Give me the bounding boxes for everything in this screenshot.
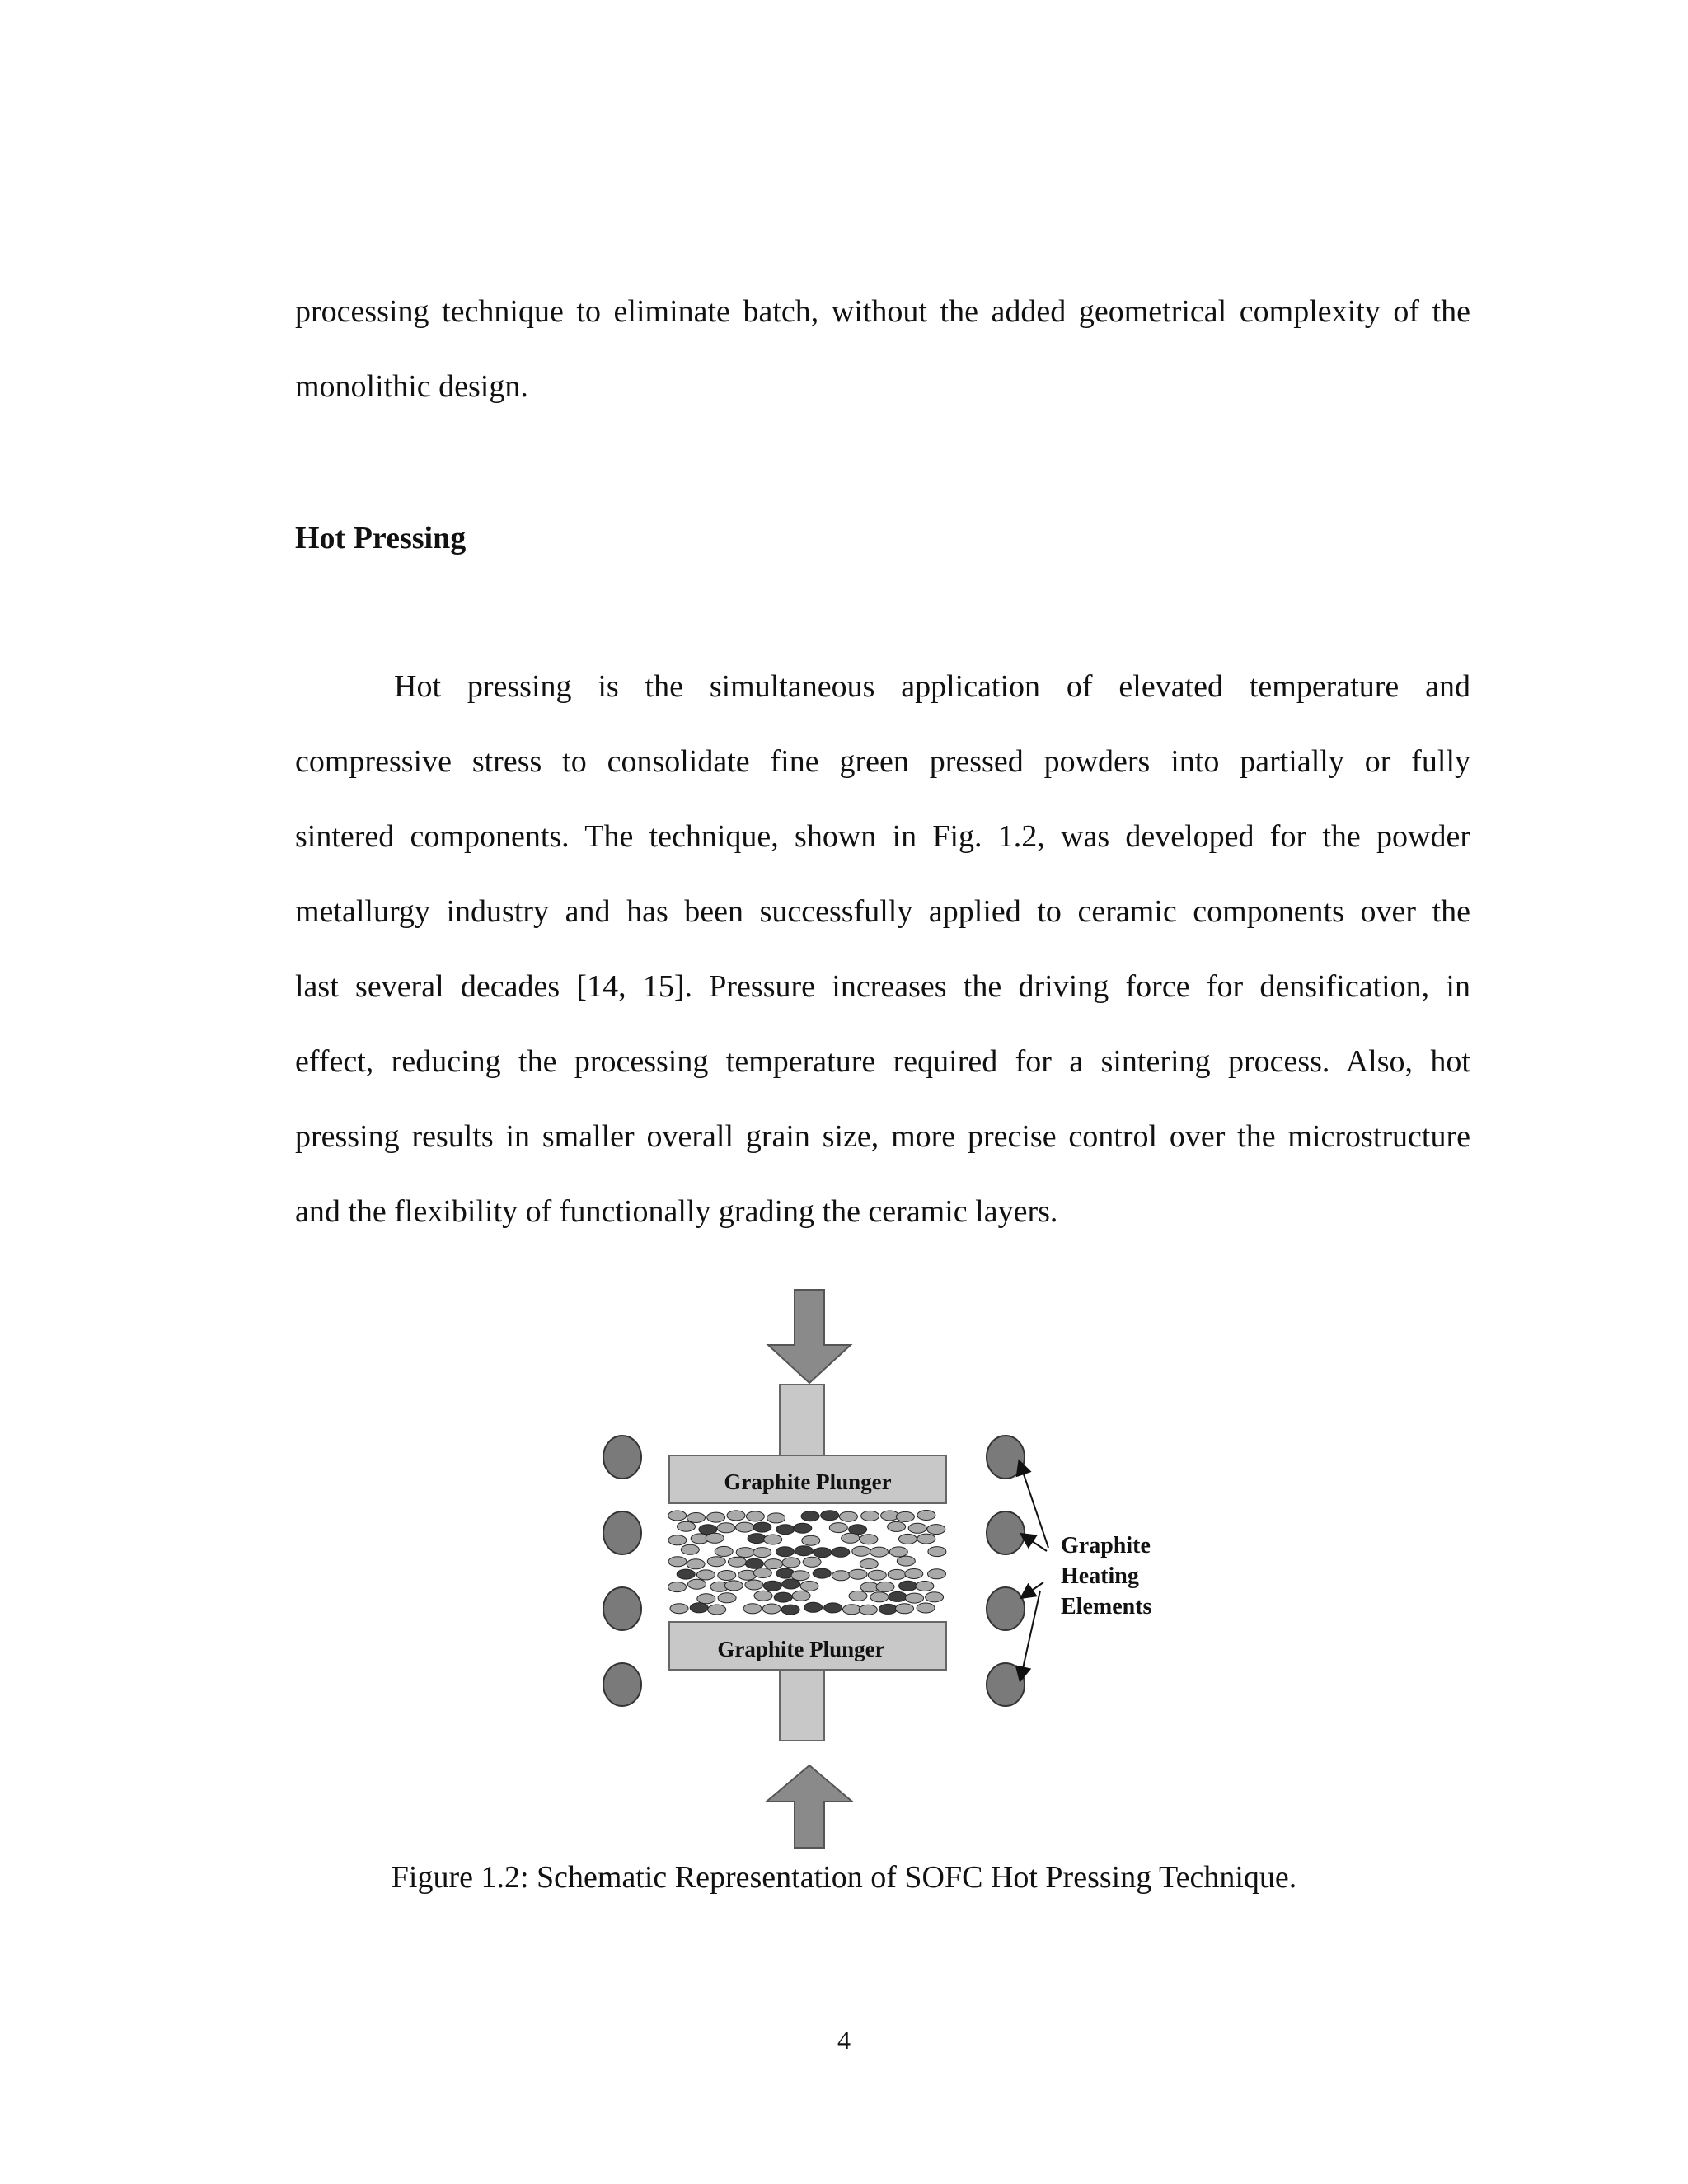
hot-pressing-schematic	[577, 1286, 1187, 1863]
powder-particle	[814, 1548, 832, 1558]
powder-compact	[668, 1511, 946, 1615]
paragraph-line: effect, reducing the processing temperature required for a sintering process. Also, hot	[295, 1044, 1470, 1079]
powder-particle	[681, 1544, 699, 1554]
powder-particle	[670, 1604, 688, 1614]
powder-particle	[927, 1525, 945, 1535]
powder-particle	[706, 1533, 724, 1543]
powder-particle	[897, 1556, 915, 1566]
powder-particle	[917, 1511, 935, 1521]
powder-particle	[745, 1580, 763, 1590]
heating-element	[987, 1511, 1025, 1554]
paragraph-line: pressing results in smaller overall grain size, more precise control over the microstructure	[295, 1119, 1470, 1154]
powder-particle	[879, 1604, 897, 1614]
bottom-force-arrow	[767, 1765, 852, 1848]
bottom-plunger-label: Graphite Plunger	[717, 1637, 885, 1661]
heating-element	[603, 1587, 641, 1630]
powder-particle	[870, 1547, 889, 1557]
powder-particle	[677, 1569, 695, 1579]
powder-particle	[928, 1547, 946, 1557]
powder-particle	[859, 1605, 877, 1615]
powder-particle	[905, 1569, 923, 1579]
powder-particle	[718, 1593, 736, 1603]
body-text-line: monolithic design.	[295, 369, 528, 404]
powder-particle	[697, 1594, 715, 1604]
powder-particle	[727, 1511, 745, 1521]
powder-particle	[792, 1591, 810, 1601]
top-plunger-label: Graphite Plunger	[724, 1469, 892, 1494]
powder-particle	[736, 1548, 754, 1558]
powder-particle	[821, 1511, 839, 1521]
powder-particle	[928, 1569, 946, 1579]
powder-particle	[888, 1521, 906, 1531]
powder-particle	[889, 1547, 907, 1557]
powder-particle	[708, 1605, 726, 1615]
powder-particle	[687, 1559, 705, 1569]
heating-label-line: Elements	[1061, 1594, 1152, 1619]
powder-particle	[687, 1513, 706, 1523]
page-number: 4	[837, 2025, 851, 2055]
powder-particle	[745, 1558, 763, 1568]
paragraph-line: metallurgy industry and has been successfully applied to ceramic components over the	[295, 894, 1470, 929]
powder-particle	[668, 1535, 687, 1545]
powder-particle	[849, 1569, 867, 1579]
powder-particle	[707, 1512, 725, 1522]
powder-particle	[896, 1604, 914, 1614]
powder-particle	[832, 1547, 850, 1557]
powder-particle	[842, 1533, 860, 1543]
bottom-plunger-stem	[780, 1670, 824, 1741]
powder-particle	[754, 1591, 772, 1601]
powder-particle	[868, 1570, 886, 1580]
powder-particle	[889, 1591, 907, 1601]
powder-particle	[668, 1582, 687, 1592]
heating-element	[603, 1511, 641, 1554]
powder-particle	[718, 1571, 736, 1581]
figure-caption: Figure 1.2: Schematic Representation of SOFC Hot Pressing Technique.	[391, 1860, 1297, 1895]
heating-label-line: Heating	[1061, 1563, 1139, 1589]
powder-particle	[926, 1592, 944, 1602]
powder-particle	[707, 1557, 725, 1567]
hot-pressing-figure	[577, 1286, 1187, 1863]
powder-particle	[861, 1511, 879, 1521]
powder-particle	[668, 1557, 687, 1567]
powder-particle	[753, 1568, 771, 1578]
powder-particle	[906, 1593, 924, 1603]
powder-particle	[776, 1547, 794, 1557]
powder-particle	[803, 1557, 821, 1567]
powder-particle	[860, 1535, 878, 1544]
pointer-arrow	[1022, 1582, 1043, 1597]
powder-particle	[743, 1604, 762, 1614]
powder-particle	[800, 1582, 818, 1591]
heating-label-line: Graphite	[1061, 1533, 1151, 1558]
heating-element	[987, 1663, 1025, 1706]
powder-particle	[852, 1546, 870, 1556]
powder-particle	[736, 1522, 754, 1532]
powder-particle	[876, 1582, 894, 1591]
powder-particle	[782, 1558, 800, 1568]
paragraph-line: compressive stress to consolidate fine green pressed powders into partially or fully	[295, 744, 1470, 779]
powder-particle	[690, 1603, 708, 1613]
powder-particle	[724, 1581, 743, 1591]
powder-particle	[917, 1603, 935, 1613]
powder-particle	[715, 1546, 733, 1556]
pointer-arrow	[1022, 1535, 1047, 1551]
powder-particle	[763, 1581, 781, 1591]
body-text-line: processing technique to eliminate batch, without the added geometrical complexity of the	[295, 294, 1470, 329]
heating-label	[1061, 1533, 1156, 1619]
powder-particle	[781, 1605, 799, 1615]
powder-particle	[870, 1592, 889, 1602]
powder-particle	[748, 1534, 766, 1544]
heating-element	[987, 1587, 1025, 1630]
powder-particle	[688, 1579, 706, 1589]
powder-particle	[696, 1570, 715, 1580]
powder-particle	[774, 1592, 792, 1602]
powder-particle	[839, 1511, 857, 1521]
powder-particle	[908, 1523, 926, 1533]
powder-particle	[794, 1523, 812, 1533]
powder-particle	[802, 1535, 820, 1545]
powder-particle	[765, 1559, 783, 1569]
powder-particle	[753, 1522, 771, 1532]
powder-particle	[728, 1557, 746, 1567]
powder-particle	[898, 1534, 917, 1544]
powder-particle	[804, 1602, 823, 1612]
powder-particle	[767, 1513, 785, 1523]
powder-particle	[849, 1591, 867, 1601]
powder-particle	[842, 1605, 860, 1615]
powder-particle	[678, 1521, 696, 1531]
top-plunger-stem	[780, 1385, 824, 1455]
powder-particle	[916, 1582, 934, 1591]
paragraph-line: last several decades [14, 15]. Pressure increases the driving force for densification, in	[295, 969, 1470, 1004]
powder-particle	[824, 1603, 842, 1613]
powder-particle	[782, 1579, 800, 1589]
heating-element	[987, 1436, 1025, 1479]
top-force-arrow	[768, 1290, 851, 1383]
powder-particle	[896, 1511, 914, 1521]
powder-particle	[801, 1511, 819, 1521]
paragraph-line: and the flexibility of functionally grading the ceramic layers.	[295, 1194, 1058, 1229]
powder-particle	[753, 1548, 771, 1558]
powder-particle	[813, 1568, 831, 1578]
powder-particle	[762, 1604, 781, 1614]
paragraph-line: sintered components. The technique, shown in Fig. 1.2, was developed for the powder	[295, 819, 1470, 854]
powder-particle	[717, 1523, 735, 1533]
powder-particle	[764, 1535, 782, 1544]
powder-particle	[746, 1511, 764, 1521]
section-heading: Hot Pressing	[295, 521, 467, 555]
powder-particle	[829, 1523, 847, 1533]
powder-particle	[917, 1534, 935, 1544]
heating-element	[603, 1436, 641, 1479]
powder-particle	[888, 1569, 906, 1579]
powder-particle	[795, 1546, 813, 1556]
powder-particle	[899, 1581, 917, 1591]
paragraph-line: Hot pressing is the simultaneous application of elevated temperature and	[394, 669, 1470, 704]
powder-particle	[832, 1571, 850, 1581]
heating-element	[603, 1663, 641, 1706]
powder-particle	[776, 1525, 795, 1535]
powder-particle	[860, 1559, 878, 1569]
powder-particle	[668, 1511, 687, 1521]
